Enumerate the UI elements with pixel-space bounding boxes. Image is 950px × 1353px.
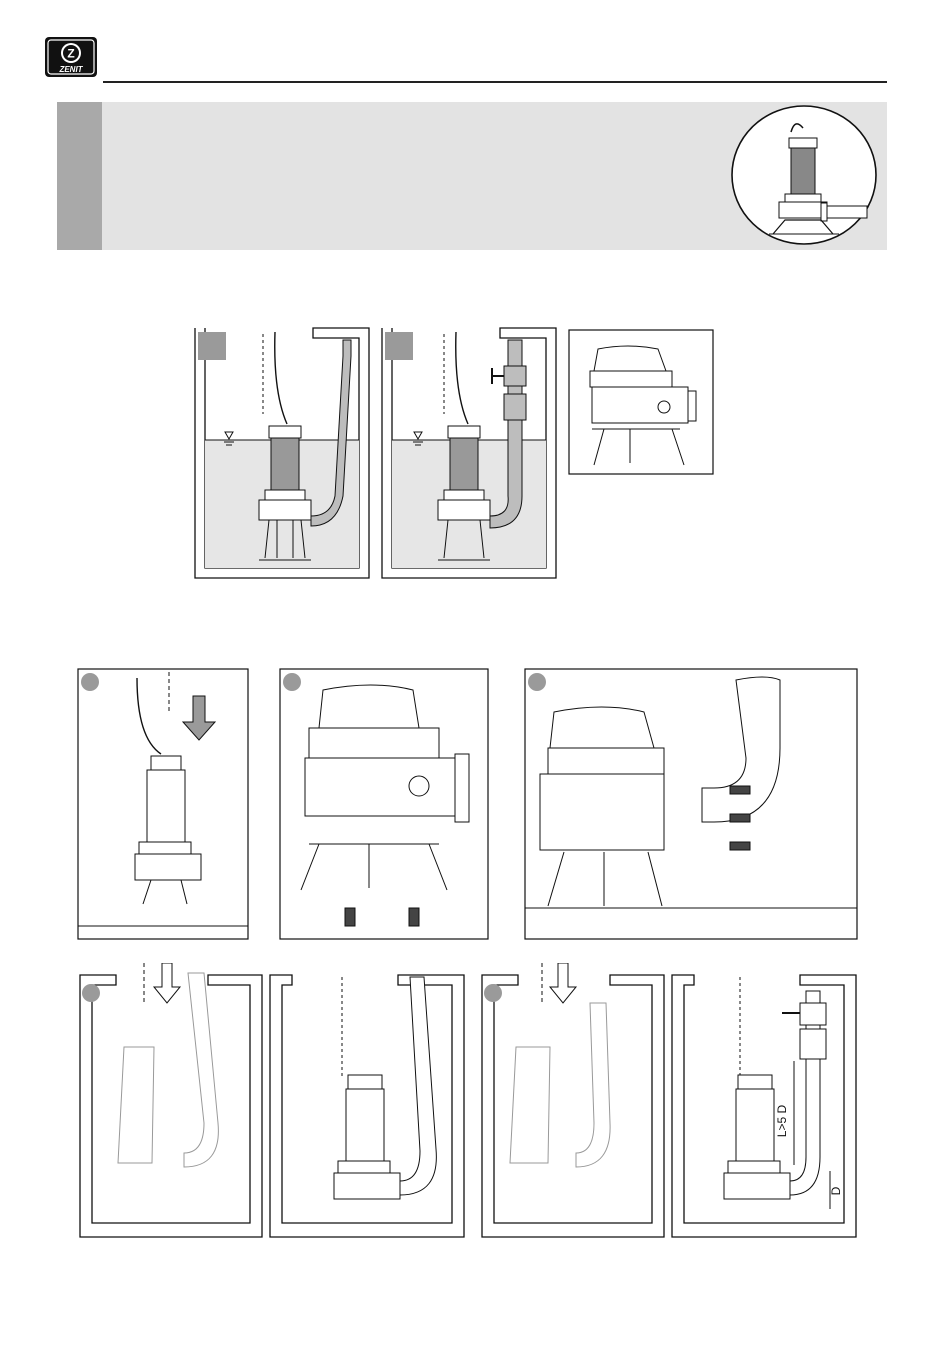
figure-step-installed-hose: [268, 963, 468, 1239]
header-rule: [103, 81, 887, 83]
zenit-logo: [44, 36, 98, 78]
length-dimension-label: L>5 D: [775, 1104, 789, 1138]
pump-inset: [729, 104, 879, 246]
diameter-dimension-label: D: [829, 1186, 843, 1196]
figure-base-detail: [568, 329, 714, 475]
figure-pump-well-hose: [193, 326, 377, 580]
zenit-logo-icon: [44, 36, 98, 78]
step-marker-2: [385, 332, 413, 360]
pump-icon: [334, 1075, 400, 1199]
lift-arrow-icon: [154, 963, 180, 1003]
figure-step-installed-pipe: [670, 963, 858, 1239]
figure-step-lower-hose: [78, 963, 264, 1239]
step-marker-1: [198, 332, 226, 360]
step-marker-e: [484, 984, 502, 1002]
step-marker-c: [528, 673, 546, 691]
figure-step-lowering: [77, 668, 249, 940]
step-marker-b: [283, 673, 301, 691]
gate-valve-icon: [782, 1003, 826, 1059]
figure-step-flange-connection: [524, 668, 858, 940]
step-marker-d: [82, 984, 100, 1002]
figure-pump-well-pipe: [380, 326, 560, 582]
logo-text: ZENIT: [59, 65, 83, 74]
section-banner-tab: [57, 102, 102, 250]
figure-step-lower-pipe: [480, 963, 668, 1239]
logo-glyph: Z: [67, 46, 75, 61]
step-marker-a: [81, 673, 99, 691]
figure-step-base-bolts: [279, 668, 489, 940]
pump-inset-icon: [729, 104, 879, 246]
lift-arrow-icon: [550, 963, 576, 1003]
